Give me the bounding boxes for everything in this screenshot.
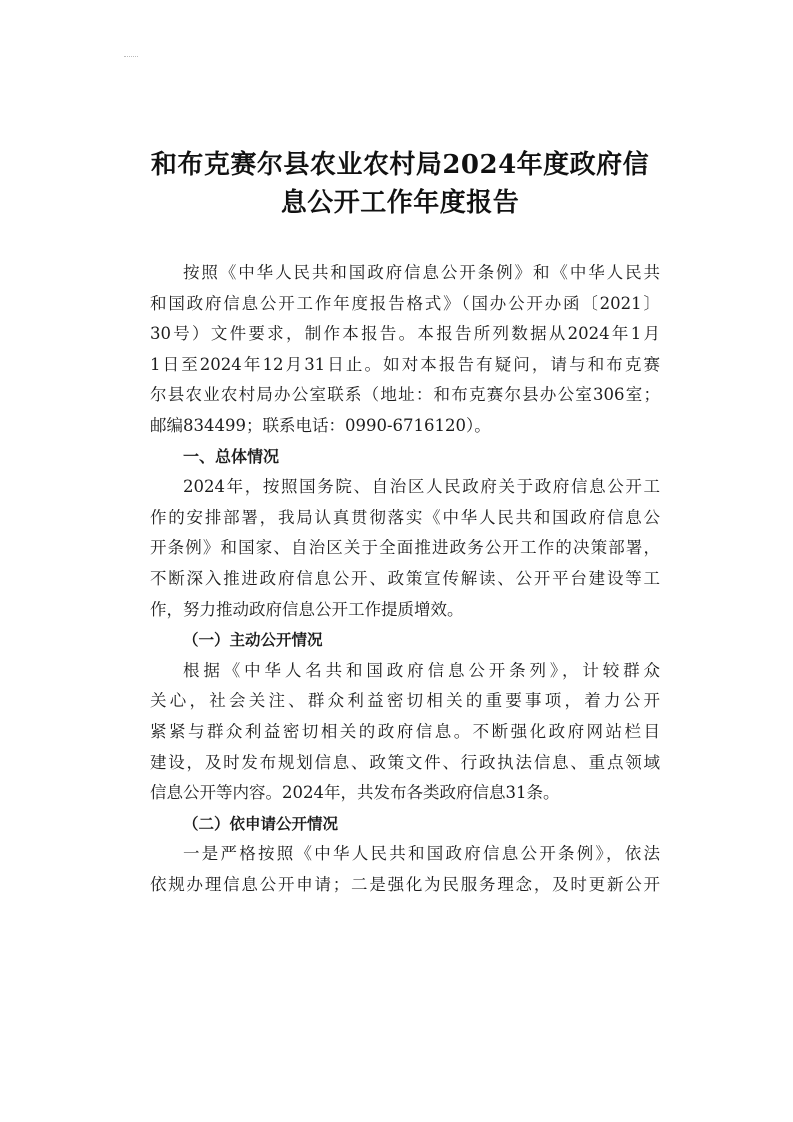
overview-line: 2024年，按照国务院、自治区人民政府关于政府信息公开工 [183,477,660,497]
title-line-1: 和布克赛尔县农业农村局2024年度政府信 [150,150,650,180]
intro-line: 邮编834499；联系电话：0990-6716120）。 [150,415,491,435]
application-line: 依规办理信息公开申请；二是强化为民服务理念，及时更新公开 [150,874,660,894]
subsection-heading-application: （二）依申请公开情况 [183,814,339,833]
application-line: 一是严格按照《中华人民共和国政府信息公开条例》，依法 [183,844,660,864]
application-paragraph [150,839,660,900]
overview-paragraph [150,472,660,625]
proactive-line: 紧紧与群众利益密切相关的政府信息。不断强化政府网站栏目 [150,721,660,741]
overview-line: 开条例》和国家、自治区关于全面推进政务公开工作的决策部署， [150,538,660,558]
overview-line: 作，努力推动政府信息公开工作提质增效。 [150,599,464,619]
proactive-line: 关心，社会关注、群众利益密切相关的重要事项，着力公开 [150,691,660,711]
section-heading-overview: 一、总体情况 [183,446,280,466]
intro-line: 尔县农业农村局办公室联系（地址：和布克赛尔县办公室306室； [150,385,660,405]
title-line-2: 息公开工作年度报告 [280,188,520,218]
intro-line: 30号）文件要求，制作本报告。本报告所列数据从2024年1月 [150,324,660,344]
proactive-line: 信息公开等内容。2024年，共发布各类政府信息31条。 [150,783,560,803]
document-body [150,258,660,900]
scan-mark [124,56,138,59]
intro-paragraph [150,258,660,442]
proactive-line: 根据《中华人名共和国政府信息公开条列》，计较群众 [183,660,660,680]
document-title [150,146,650,222]
intro-line: 1日至2024年12月31日止。如对本报告有疑问，请与和布克赛 [150,354,660,374]
overview-line: 作的安排部署，我局认真贯彻落实《中华人民共和国政府信息公 [150,507,660,527]
proactive-line: 建设，及时发布规划信息、政策文件、行政执法信息、重点领域 [150,752,660,772]
intro-line: 按照《中华人民共和国政府信息公开条例》和《中华人民共 [183,263,660,282]
overview-line: 不断深入推进政府信息公开、政策宣传解读、公开平台建设等工 [150,568,660,588]
intro-line: 和国政府信息公开工作年度报告格式》（国办公开办函〔2021〕 [150,293,660,313]
subsection-heading-proactive: （一）主动公开情况 [183,631,323,650]
proactive-paragraph [150,656,660,809]
